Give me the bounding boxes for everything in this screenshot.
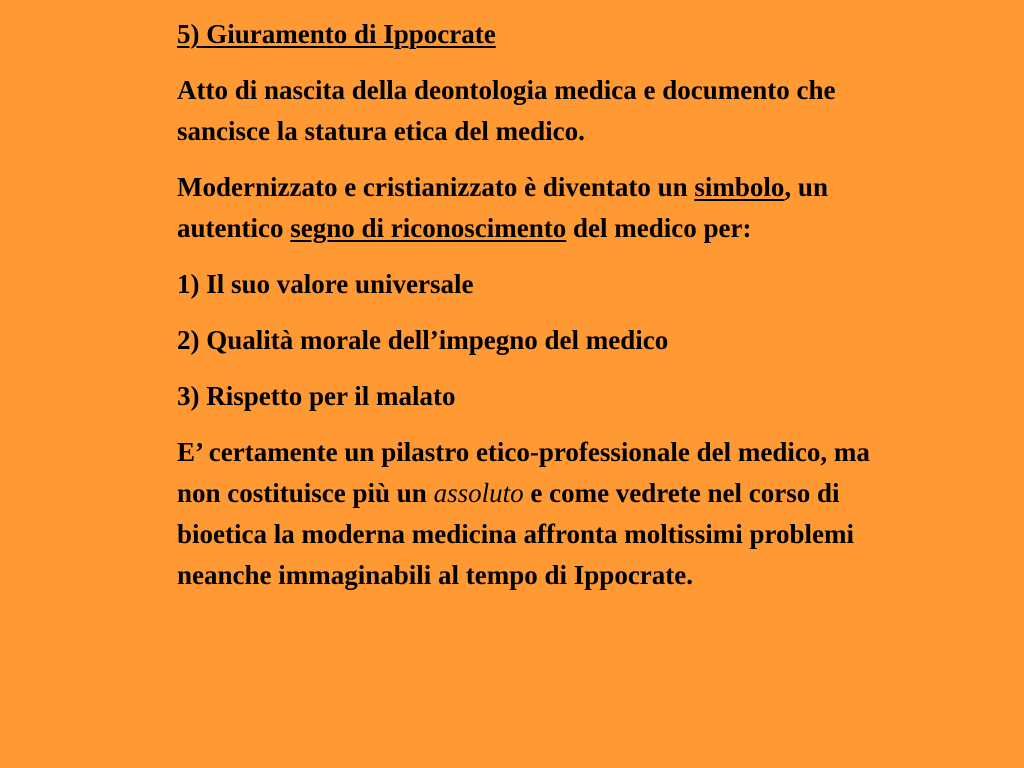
keyword-segno-di-riconoscimento: segno di riconoscimento bbox=[290, 213, 567, 243]
paragraph-conclusion bbox=[177, 432, 897, 596]
paragraph-symbol-part2: , un autentico bbox=[177, 172, 828, 243]
paragraph-definition: Atto di nascita della deontologia medica e documento che sancisce la statura etica del medico. bbox=[177, 75, 836, 146]
paragraph-symbol bbox=[177, 167, 897, 249]
paragraph-conclusion-part2: e come vedrete nel corso di bioetica la moderna medicina affronta moltissimi problemi neanche immaginabili al tempo di Ippocrate. bbox=[177, 478, 854, 590]
paragraph-symbol-part3: del medico per: bbox=[566, 213, 752, 243]
slide-title-text: 5) Giuramento di Ippocrate bbox=[177, 19, 496, 49]
paragraph-conclusion-part1: E’ certamente un pilastro etico-professionale del medico, ma non costituisce più un bbox=[177, 437, 870, 508]
slide-content bbox=[177, 14, 897, 611]
paragraph-symbol-part1: Modernizzato e cristianizzato è diventato un bbox=[177, 172, 695, 202]
list-item: 1) Il suo valore universale bbox=[177, 269, 474, 299]
list-item: 3) Rispetto per il malato bbox=[177, 381, 456, 411]
list-item: 2) Qualità morale dell’impegno del medico bbox=[177, 325, 669, 355]
keyword-assoluto: assoluto bbox=[433, 478, 524, 508]
keyword-simbolo: simbolo bbox=[694, 172, 785, 202]
slide-title bbox=[177, 14, 897, 55]
